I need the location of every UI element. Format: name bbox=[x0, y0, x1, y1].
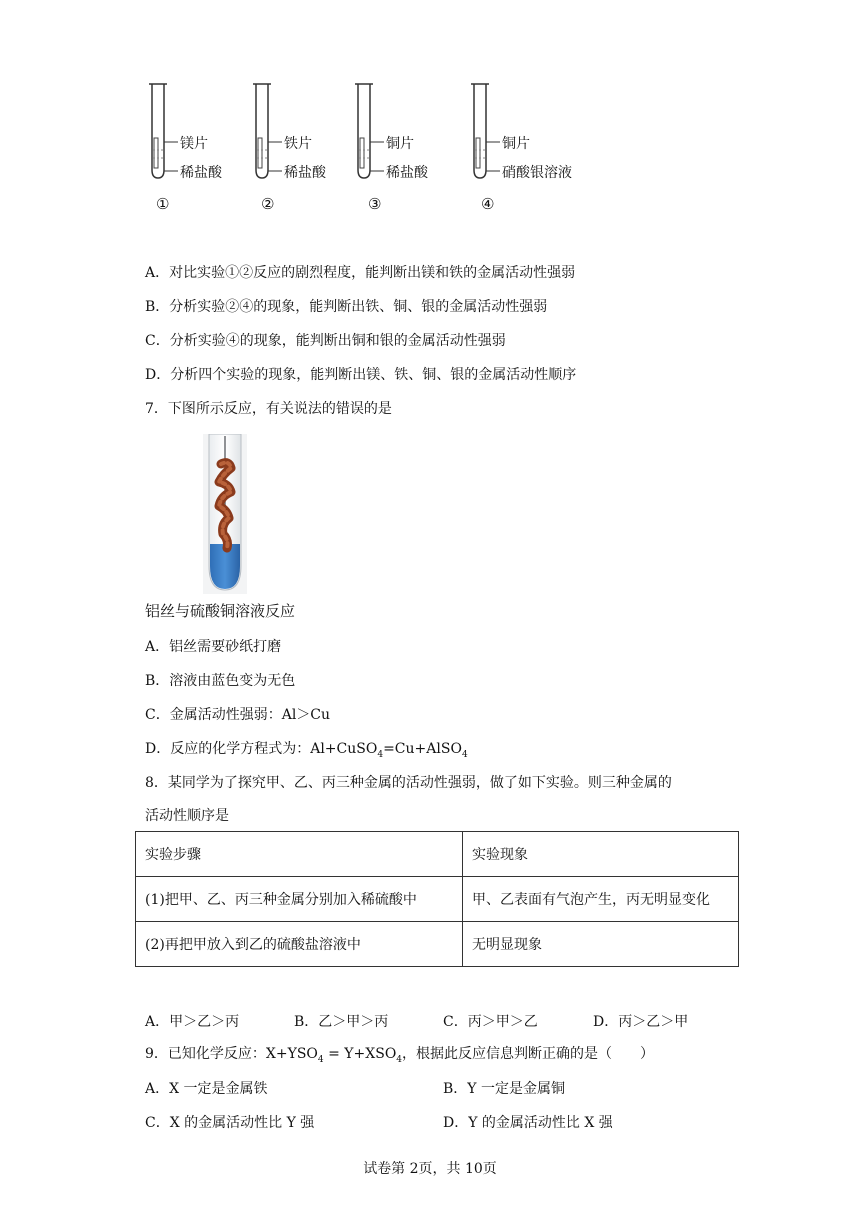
q7-option-a: A．铝丝需要砂纸打磨 bbox=[145, 639, 282, 655]
q7-question: 7．下图所示反应，有关说法的错误的是 bbox=[145, 401, 392, 417]
page-footer: 试卷第 2页，共 10页 bbox=[363, 1161, 497, 1177]
table-row bbox=[136, 877, 739, 922]
test-tube-3-icon bbox=[355, 84, 384, 178]
table-cell: 无明显现象 bbox=[463, 922, 739, 967]
q7-option-b: B．溶液由蓝色变为无色 bbox=[145, 673, 296, 689]
q7-option-d: D．反应的化学方程式为：Al+CuSO$_4$=Cu+AlSO$_4$ bbox=[145, 741, 468, 760]
table-header-row bbox=[136, 832, 739, 877]
q7-option-c: C．金属活动性强弱：Al＞Cu bbox=[145, 707, 331, 723]
test-tube-1-icon bbox=[149, 84, 178, 178]
test-tube-4-icon bbox=[471, 84, 500, 178]
table-header-cell: 实验现象 bbox=[463, 832, 739, 877]
q6-option-b: B．分析实验②④的现象，能判断出铁、铜、银的金属活动性强弱 bbox=[145, 299, 548, 315]
tube-1-liquid-label: 稀盐酸 bbox=[180, 165, 222, 181]
q8-experiment-table bbox=[135, 831, 739, 967]
q6-option-d: D．分析四个实验的现象，能判断出镁、铁、铜、银的金属活动性顺序 bbox=[145, 367, 577, 383]
q9-option-d: D．Y 的金属活动性比 X 强 bbox=[443, 1115, 613, 1131]
table-cell: (2)再把甲放入到乙的硫酸盐溶液中 bbox=[136, 922, 463, 967]
tube-3-metal-label: 铜片 bbox=[386, 136, 414, 152]
q8-question-line1: 8．某同学为了探究甲、乙、丙三种金属的活动性强弱，做了如下实验。则三种金属的 bbox=[145, 775, 672, 791]
q9-option-b: B．Y 一定是金属铜 bbox=[443, 1081, 565, 1097]
table-header-cell: 实验步骤 bbox=[136, 832, 463, 877]
q9-question: 9．已知化学反应：$X+YSO_4 = Y+XSO_4$，根据此反应信息判断正确的是（ ） bbox=[145, 1046, 655, 1065]
tube-1-number: ① bbox=[156, 195, 170, 213]
tube-4-metal-label: 铜片 bbox=[502, 136, 530, 152]
tube-2-liquid-label: 稀盐酸 bbox=[284, 165, 326, 181]
q8-option-c: C．丙＞甲＞乙 bbox=[443, 1014, 538, 1030]
tube-2-metal-label: 铁片 bbox=[284, 136, 312, 152]
tube-3-number: ③ bbox=[368, 195, 382, 213]
q9-option-c: C．X 的金属活动性比 Y 强 bbox=[145, 1115, 315, 1131]
tube-1-metal-label: 镁片 bbox=[180, 136, 208, 152]
test-tubes-drawing bbox=[140, 80, 600, 210]
table-row bbox=[136, 922, 739, 967]
table-cell: 甲、乙表面有气泡产生，丙无明显变化 bbox=[463, 877, 739, 922]
aluminum-copper-sulfate-photo bbox=[203, 434, 247, 594]
tube-4-number: ④ bbox=[481, 195, 495, 213]
tube-2-number: ② bbox=[261, 195, 275, 213]
q8-question-line2: 活动性顺序是 bbox=[145, 808, 229, 824]
test-tube-2-icon bbox=[253, 84, 282, 178]
q6-option-c: C．分析实验④的现象，能判断出铜和银的金属活动性强弱 bbox=[145, 333, 506, 349]
q7-figure-caption: 铝丝与硫酸铜溶液反应 bbox=[145, 602, 296, 620]
q8-option-b: B．乙＞甲＞丙 bbox=[294, 1014, 389, 1030]
tube-3-liquid-label: 稀盐酸 bbox=[386, 165, 428, 181]
table-cell: (1)把甲、乙、丙三种金属分别加入稀硫酸中 bbox=[136, 877, 463, 922]
tube-4-liquid-label: 硝酸银溶液 bbox=[502, 165, 572, 181]
q9-option-a: A．X 一定是金属铁 bbox=[145, 1081, 268, 1097]
q8-option-d: D．丙＞乙＞甲 bbox=[593, 1014, 689, 1030]
q6-option-a: A．对比实验①②反应的剧烈程度，能判断出镁和铁的金属活动性强弱 bbox=[145, 265, 576, 281]
q8-option-a: A．甲＞乙＞丙 bbox=[145, 1014, 240, 1030]
